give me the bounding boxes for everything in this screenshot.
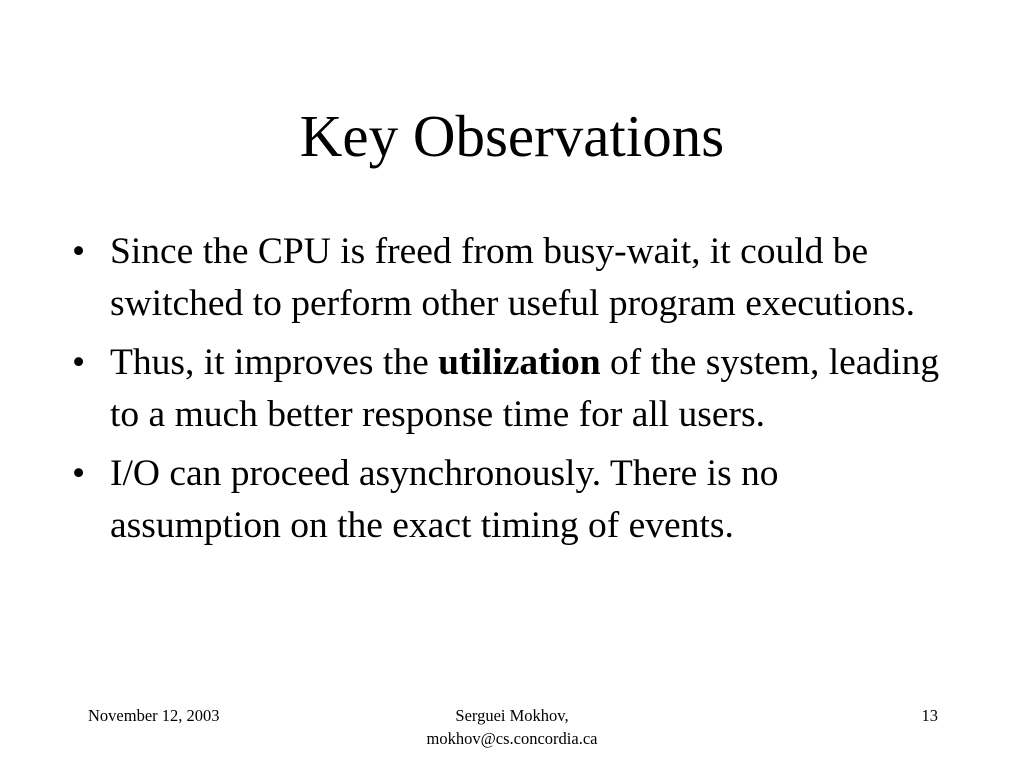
- bullet-item: [72, 337, 952, 441]
- bullet-emphasis-text: utilization: [438, 342, 601, 383]
- footer-author-email: mokhov@cs.concordia.ca: [426, 729, 598, 748]
- bullet-icon: •: [72, 231, 86, 272]
- bullet-icon: •: [72, 453, 86, 494]
- bullet-item: [72, 226, 952, 330]
- bullet-text: I/O can proceed asynchronously. There is no assumption on the exact timing of events.: [110, 453, 779, 546]
- footer-author-name: Serguei Mokhov,: [455, 706, 569, 725]
- bullet-text-before-emphasis: Thus, it improves the: [110, 342, 439, 383]
- bullet-list: [72, 226, 952, 559]
- bullet-item: [72, 448, 952, 552]
- bullet-text-after-emphasis: of the system, leading to a much better response time for all users.: [110, 342, 940, 435]
- footer-page-number: 13: [921, 706, 938, 725]
- footer-date: November 12, 2003: [88, 706, 220, 725]
- footer-author: [362, 704, 662, 750]
- slide-title: Key Observations: [299, 103, 725, 169]
- bullet-icon: •: [72, 342, 86, 383]
- bullet-text: Since the CPU is freed from busy-wait, it could be switched to perform other useful program executions.: [110, 231, 915, 324]
